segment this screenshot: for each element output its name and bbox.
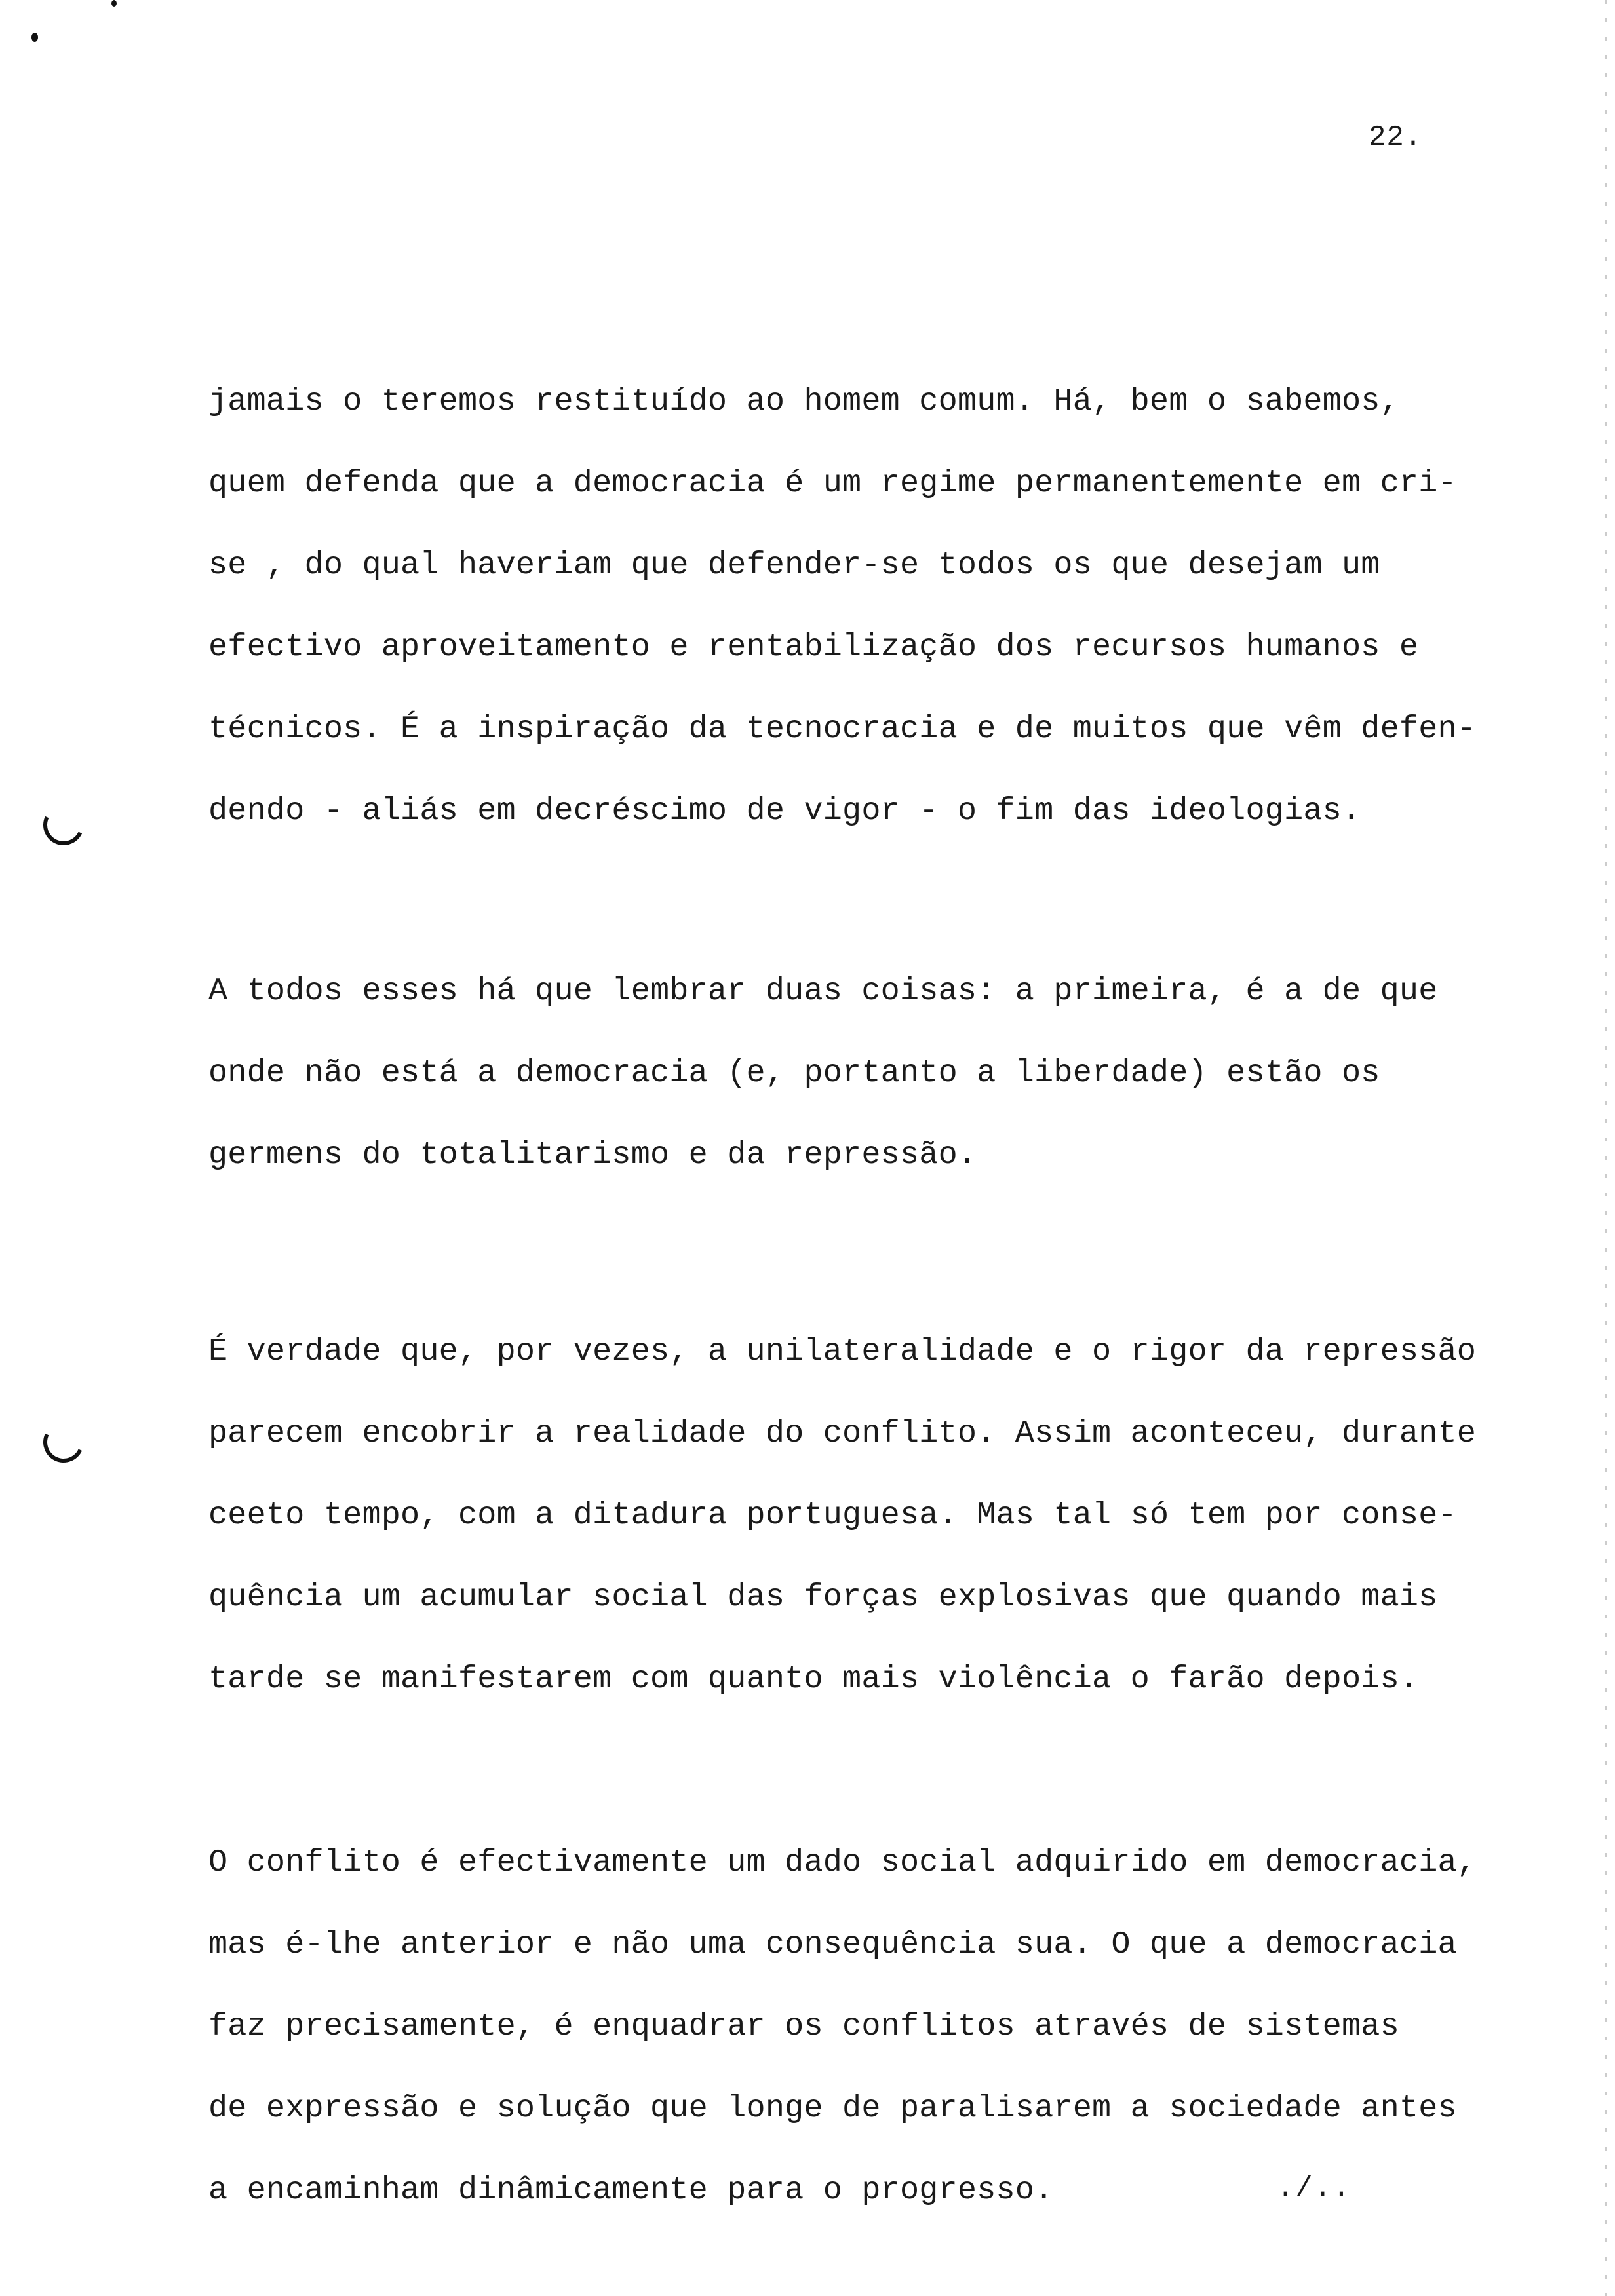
paragraph-3-line-3: ceeto tempo, com a ditadura portuguesa. Mas tal só tem por conse- <box>208 1497 1457 1533</box>
paragraph-4-line-4: de expressão e solução que longe de paralisarem a sociedade antes <box>208 2090 1457 2126</box>
scan-speck <box>111 0 117 7</box>
paragraph-4-line-5: a encaminham dinâmicamente para o progresso. <box>208 2172 1054 2208</box>
paragraph-2-line-3: germens do totalitarismo e da repressão. <box>208 1137 977 1173</box>
paragraph-2-line-2: onde não está a democracia (e, portanto a liberdade) estão os <box>208 1055 1380 1091</box>
paragraph-1-line-4: efectivo aproveitamento e rentabilização dos recursos humanos e <box>208 629 1419 665</box>
binder-hole-mark <box>37 799 89 851</box>
paragraph-1-line-5: técnicos. É a inspiração da tecnocracia e de muitos que vêm defen- <box>208 711 1477 747</box>
paragraph-1-line-2: quem defenda que a democracia é um regime permanentemente em cri- <box>208 465 1457 501</box>
scan-speck <box>31 33 38 42</box>
paragraph-3-line-1: É verdade que, por vezes, a unilateralidade e o rigor da repressão <box>208 1333 1477 1369</box>
paragraph-4-line-2: mas é-lhe anterior e não uma consequência sua. O que a democracia <box>208 1926 1457 1962</box>
paragraph-1-line-3: se , do qual haveriam que defender-se todos os que desejam um <box>208 547 1380 583</box>
paragraph-2-line-1: A todos esses há que lembrar duas coisas: a primeira, é a de que <box>208 973 1438 1009</box>
paragraph-4-line-1: O conflito é efectivamente um dado social adquirido em democracia, <box>208 1845 1477 1881</box>
binder-hole-mark <box>37 1416 89 1468</box>
page-number: 22. <box>1369 121 1423 154</box>
paragraph-4-line-3: faz precisamente, é enquadrar os conflitos através de sistemas <box>208 2008 1399 2044</box>
paragraph-3-line-4: quência um acumular social das forças explosivas que quando mais <box>208 1579 1438 1615</box>
paragraph-1-line-1: jamais o teremos restituído ao homem comum. Há, bem o sabemos, <box>208 383 1399 419</box>
continuation-mark: ./.. <box>1277 2172 1352 2205</box>
paragraph-1-line-6: dendo - aliás em decréscimo de vigor - o fim das ideologias. <box>208 793 1361 829</box>
paragraph-3-line-5: tarde se manifestarem com quanto mais violência o farão depois. <box>208 1661 1419 1697</box>
paragraph-3-line-2: parecem encobrir a realidade do conflito. Assim aconteceu, durante <box>208 1415 1477 1451</box>
page-edge-shadow <box>1605 0 1607 2296</box>
